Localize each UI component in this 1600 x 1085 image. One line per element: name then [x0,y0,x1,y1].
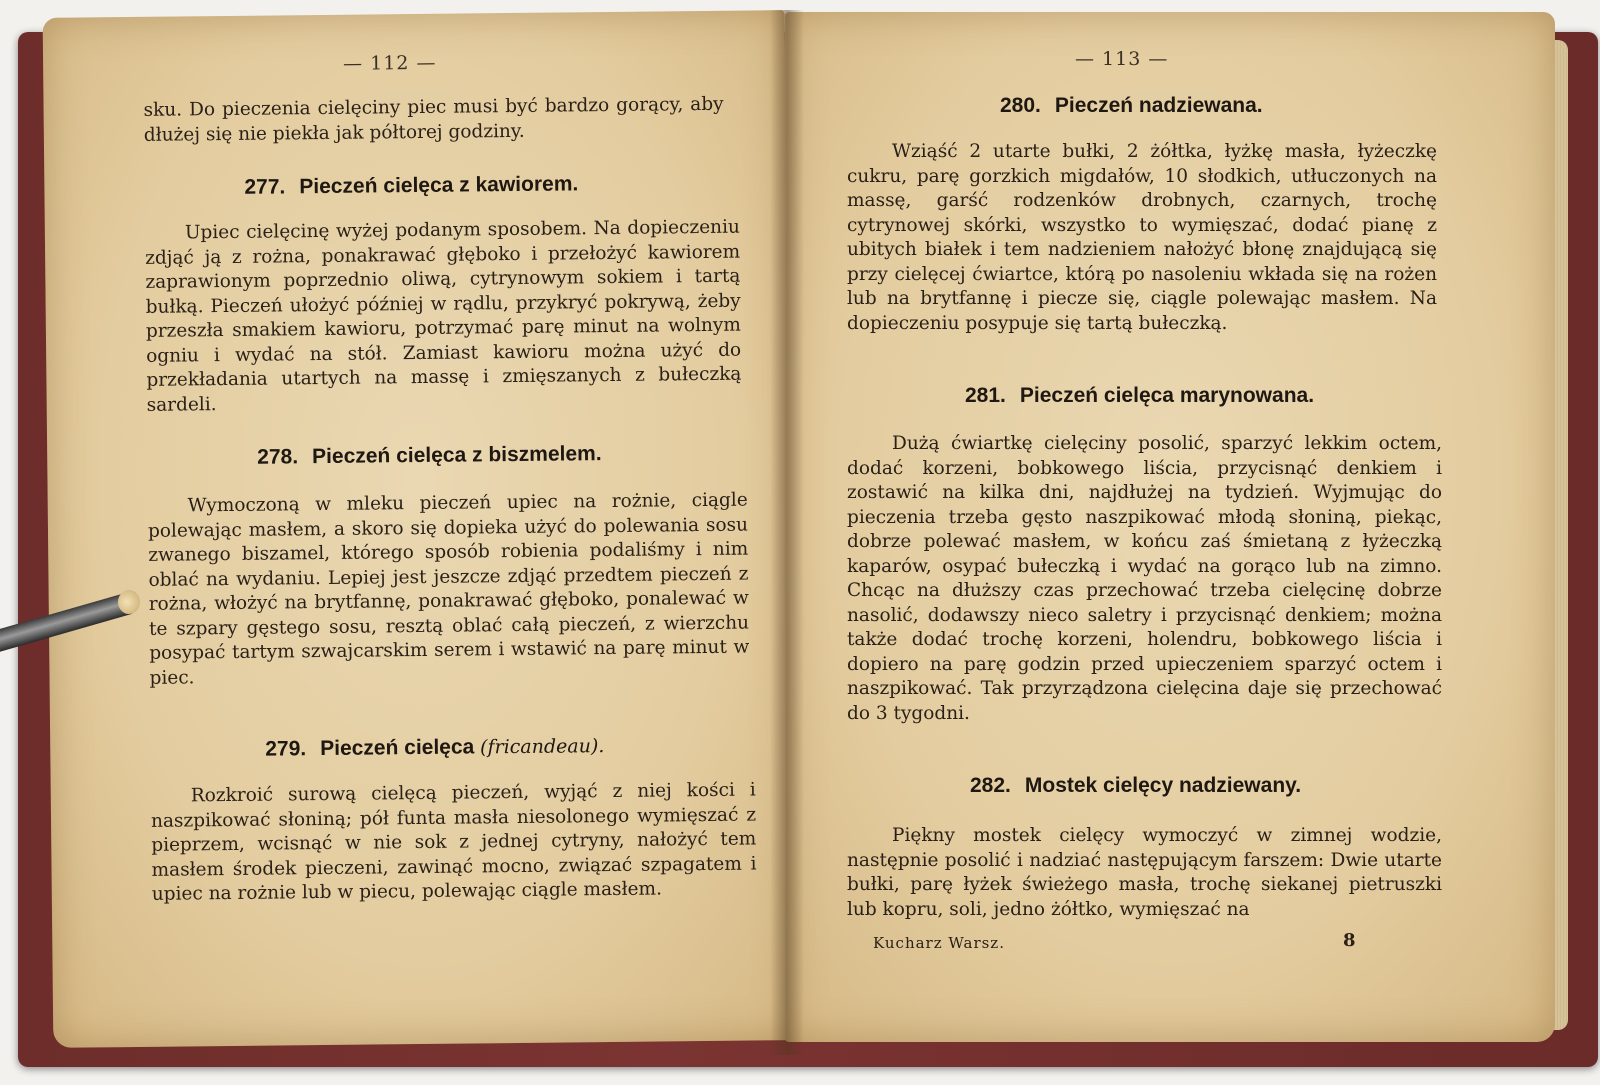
page-number: — 113 — [1075,48,1169,70]
recipe-heading [1000,94,1263,118]
recipe-body: Rozkroić surową cielęcą pieczeń, wyjąć z niej kości i naszpikować słoniną; pół funta masła niesolonego wymięszać z pieprzem, wcisnąć w nie sok z jednej cytryny, nałożyć tem masłem środek pieczeni, zawinąć mocno, związać szpagatem i upiec na rożnie lub w piecu, polewając ciągle masłem. [150,779,757,905]
recipe-body: Wziąść 2 utarte bułki, 2 żółtka, łyżkę masła, łyżeczkę cukru, parę gorzkich migdałów, 10 słodkich, utłuczonych na massę, garść rodzenków drobnych, czarnych, trochę cytrynowej skórki, wszystko to wymięszać, dodać pianę z ubitych białek i tem nadzieniem nałożyć błonę znajdującą się przy cielęcej ćwiartce, którą po nasoleniu wkłada się na rożen lub na brytfannę i piecze się, ciągle polewając masłem. Na dopieczeniu posypuje się tartą bułeczką. [847,141,1437,334]
recipe-number: 280. [1000,94,1041,117]
recipe-heading [244,172,578,199]
recipe-number: 282. [970,774,1011,797]
continuation-text: sku. Do pieczenia cielęciny piec musi być bardzo gorący, aby dłużej się nie piekła jak półtorej godziny. [143,93,724,146]
recipe-heading [257,442,602,470]
recipe-body: Wymoczoną w mleku pieczeń upiec na rożnie, ciągle polewając masłem, a skoro się dopieka użyć do polewania sosu zwanego biszamel, którego sposób robienia podaliśmy i nim oblać na wydaniu. Lepiej jest jeszcze zdjąć przedtem pieczeń z rożna, włożyć na brytfannę, ponakrawać głęboko, ponalewać w te szpary gęstego sosu, resztą oblać całą pieczeń, z wierzchu posypać tartym szwajcarskim serem i wstawić na parę minut w piec. [147,489,750,689]
left-page [43,10,796,1048]
pencil-tip-icon [118,590,140,614]
recipe-title-italic: (fricandeau). [480,735,605,759]
signature-mark: 8 [1343,930,1356,951]
recipe-number: 278. [257,445,299,469]
recipe-title: Mostek cielęcy nadziewany. [1024,774,1302,797]
recipe-title: Pieczeń cielęca [320,735,475,761]
page-number: — 112 — [343,51,437,75]
recipe-title: Pieczeń cielęca z biszmelem. [311,442,602,469]
recipe-body: Piękny mostek cielęcy wymoczyć w zimnej wodzie, następnie posolić i nadziać następującym farszem: Dwie utarte bułki, parę łyżek świeżego masła, trochę siekanej pietruszki lub kopru, soli, jedno żółtko, wymięszać na [847,825,1442,920]
recipe-body: Dużą ćwiartkę cielęciny posolić, sparzyć lekkim octem, dodać korzeni, bobkowego liścia, przycisnąć denkiem i zostawić na kilka dni, najdłużej na tydzień. Wyjmując do pieczenia trzeba gęsto naszpikować młodą słoniną, piekąc, dobrze polewać masłem, w końcu zaś śmietaną z łyżeczką kaparów, osypać bułeczką i wydać na gorąco lub na zimno. Chcąc na dłuższy czas przechować trzeba cielęcinę dobrze nasolić, dodawszy nieco saletry i przycisnąć denkiem; można także dodać trochę korzeni, holendru, bobkowego liścia i dopiero na parę godzin przed upieczeniem sparzyć octem i naszpikować. Tak przyrządzona cielęcina daje się przechować do 3 tygodni. [847,433,1442,724]
recipe-title: Pieczeń cielęca z kawiorem. [299,172,579,199]
recipe-number: 279. [265,737,307,761]
recipe-number: 281. [965,384,1006,407]
recipe-heading [265,734,604,762]
right-page [785,12,1555,1042]
recipe-number: 277. [244,175,286,199]
recipe-body: Upiec cielęcinę wyżej podanym sposobem. Na dopieczeniu zdjąć ją z rożna, ponakrawać głęboko i przełożyć kawiorem zaprawionym poprzednio oliwą, cytrynowym sokiem i tartą bułką. Pieczeń ułożyć później w rądlu, przykryć pokrywą, żeby przeszła smakiem kawioru, potrzymać parę minut na wolnym ogniu i wydać na stół. Zamiast kawioru można użyć do przekładania utartych na massę i zmięszanych z bułeczką sardeli. [145,216,742,416]
recipe-title: Pieczeń cielęca marynowana. [1019,384,1315,407]
book-gutter [770,10,804,1055]
recipe-heading [965,384,1314,408]
recipe-heading [970,774,1301,798]
signature-title: Kucharz Warsz. [873,934,1005,952]
recipe-title: Pieczeń nadziewana. [1054,94,1263,117]
